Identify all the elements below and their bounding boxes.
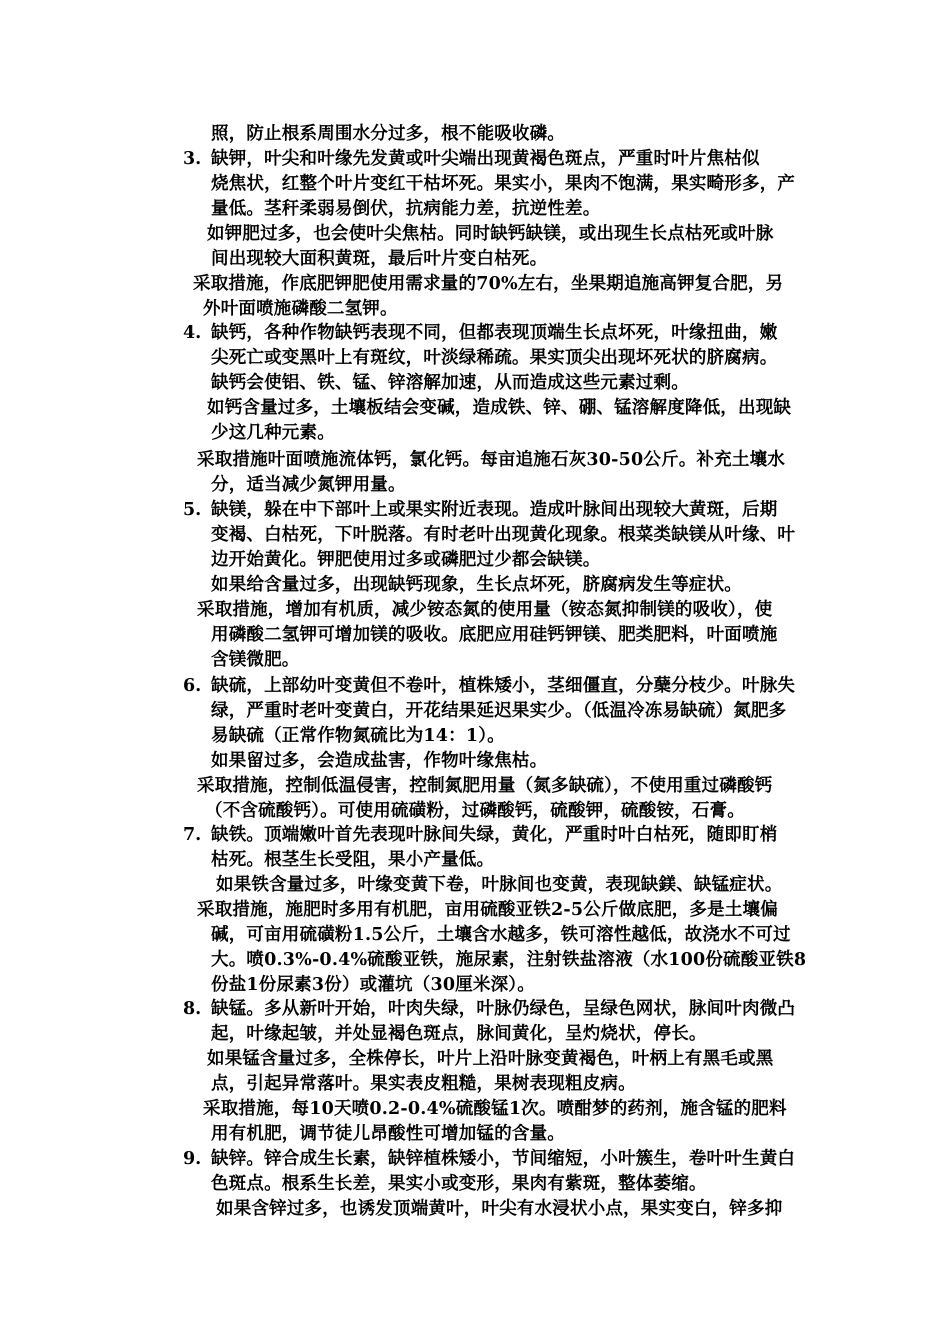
- text-line: 易缺硫（正常作物氮硫比为14：1）。: [211, 726, 505, 746]
- text-line: 色斑点。根系生长差，果实小或变形，果肉有紫斑，整体萎缩。: [211, 1174, 707, 1194]
- text-line: 缺钙，各种作物缺钙表现不同，但都表现顶端生长点坏死，叶缘扭曲，嫩: [211, 323, 778, 343]
- item-number: 8.: [183, 999, 202, 1019]
- text-line: 如果含锌过多，也诱发顶端黄叶，叶尖有水浸状小点，果实变白，锌多抑: [216, 1199, 783, 1219]
- text-line: 照，防止根系周围水分过多，根不能吸收磷。: [211, 124, 565, 144]
- text-line: 烧焦状，红整个叶片变红干枯坏死。果实小，果肉不饱满，果实畸形多，产: [211, 174, 796, 194]
- text-line: 缺钙会使铝、铁、锰、锌溶解加速，从而造成这些元素过剩。: [211, 373, 689, 393]
- text-line: 缺镁，躲在中下部叶上或果实附近表现。造成叶脉间出现较大黄斑，后期: [211, 500, 778, 520]
- text-line: 采取措施，作底肥钾肥使用需求量的70%左右，坐果期追施高钾复合肥，另: [193, 274, 784, 294]
- text-line: 采取措施，施肥时多用有机肥，亩用硫酸亚铁2-5公斤做底肥，多是土壤偏: [197, 900, 778, 920]
- text-line: 如果给含量过多，出现缺钙现象，生长点坏死，脐腐病发生等症状。: [211, 575, 742, 595]
- text-line: 绿，严重时老叶变黄白，开花结果延迟果实少。（低温冷冻易缺硫）氮肥多: [211, 701, 787, 721]
- text-line: 采取措施，增加有机质，减少铵态氮的使用量（铵态氮抑制镁的吸收），使: [197, 600, 773, 620]
- text-line: 大。喷0.3%-0.4%硫酸亚铁，施尿素，注射铁盐溶液（水100份硫酸亚铁8: [211, 950, 807, 970]
- item-number: 9.: [183, 1149, 202, 1169]
- text-line: 如钙含量过多，土壤板结会变碱，造成铁、锌、硼、锰溶解度降低，出现缺: [207, 398, 792, 418]
- text-line: 少这几种元素。: [211, 423, 335, 443]
- text-line: 缺硫，上部幼叶变黄但不卷叶，植株矮小，茎细僵直，分蘖分枝少。叶脉失: [211, 676, 796, 696]
- item-number: 3.: [183, 149, 202, 169]
- text-line: 外叶面喷施磷酸二氢钾。: [203, 299, 398, 319]
- text-line: 如果铁含量过多，叶缘变黄下卷，叶脉间也变黄，表现缺鎂、缺锰症状。: [216, 875, 783, 895]
- item-number: 4.: [183, 323, 202, 343]
- text-line: 枯死。根茎生长受阻，果小产量低。: [211, 850, 495, 870]
- item-number: 6.: [183, 676, 202, 696]
- text-line: （不含硫酸钙）。可使用硫磺粉，过磷酸钙，硫酸钾，硫酸铵，石膏。: [205, 801, 745, 821]
- item-number: 7.: [183, 825, 202, 845]
- text-line: 间出现较大面积黄斑，最后叶片变白枯死。: [211, 249, 548, 269]
- text-line: 采取措施叶面喷施流体钙，氯化钙。每亩追施石灰30-50公斤。补充土壤水: [197, 450, 785, 470]
- text-line: 用有机肥，调节徒儿昂酸性可增加锰的含量。: [211, 1124, 565, 1144]
- text-line: 如钾肥过多，也会使叶尖焦枯。同时缺钙缺镁，或出现生长点枯死或叶脉: [207, 224, 774, 244]
- text-line: 如果锰含量过多，全株停长，叶片上沿叶脉变黄褐色，叶柄上有黑毛或黑: [207, 1049, 774, 1069]
- text-line: 点，引起异常落叶。果实表皮粗糙，果树表现粗皮病。: [211, 1074, 636, 1094]
- item-number: 5.: [183, 500, 202, 520]
- text-line: 分，适当减少氮钾用量。: [211, 475, 406, 495]
- text-line: 采取措施，控制低温侵害，控制氮肥用量（氮多缺硫），不使用重过磷酸钙: [197, 776, 773, 796]
- text-line: 用磷酸二氢钾可增加镁的吸收。底肥应用硅钙钾镁、肥类肥料，叶面喷施: [211, 625, 778, 645]
- text-line: 份盐1份尿素3份）或灌坑（30厘米深）。: [211, 975, 535, 995]
- text-line: 缺锰。多从新叶开始，叶肉失绿，叶脉仍绿色，呈绿色网状，脉间叶肉微凸: [211, 999, 796, 1019]
- text-line: 尖死亡或变黑叶上有斑纹，叶淡绿稀疏。果实顶尖出现坏死状的脐腐病。: [211, 348, 778, 368]
- text-line: 缺钾，叶尖和叶缘先发黄或叶尖端出现黄褐色斑点，严重时叶片焦枯似: [211, 149, 760, 169]
- text-line: 碱，可亩用硫磺粉1.5公斤，土壤含水越多，铁可溶性越低，故浇水不可过: [211, 925, 791, 945]
- text-line: 含镁微肥。: [211, 650, 300, 670]
- text-line: 起，叶缘起皱，并处显褐色斑点，脉间黄化，呈灼烧状，停长。: [211, 1024, 707, 1044]
- text-line: 边开始黄化。钾肥使用过多或磷肥过少都会缺镁。: [211, 550, 601, 570]
- text-line: 缺铁。顶端嫩叶首先表现叶脉间失绿，黄化，严重时叶白枯死，随即盯梢: [211, 825, 778, 845]
- text-line: 变褐、白枯死，下叶脱落。有时老叶出现黄化现象。根菜类缺镁从叶缘、叶: [211, 525, 796, 545]
- text-line: 如果留过多，会造成盐害，作物叶缘焦枯。: [211, 751, 548, 771]
- text-line: 采取措施，每10天喷0.2-0.4%硫酸锰1次。喷酣梦的药剂，施含锰的肥料: [203, 1099, 787, 1119]
- text-line: 缺锌。锌合成生长素，缺锌植株矮小，节间缩短，小叶簇生，卷叶叶生黄白: [211, 1149, 796, 1169]
- text-line: 量低。茎秆柔弱易倒伏，抗病能力差，抗逆性差。: [211, 199, 601, 219]
